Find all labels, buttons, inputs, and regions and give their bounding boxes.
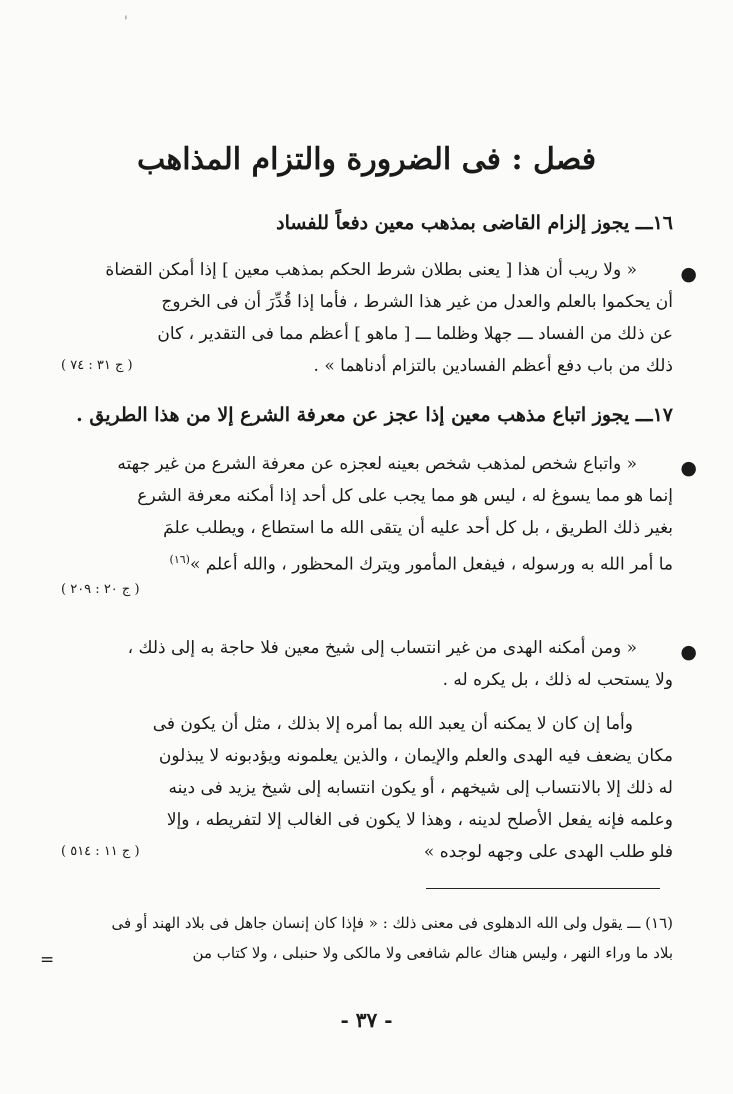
section-17-paragraph-3	[61, 708, 673, 868]
bullet-icon: ●	[680, 641, 697, 663]
section-17-title: ١٧ـــ يجوز اتباع مذهب معين إذا عجز عن معرفة الشرع إلا من هذا الطريق .	[76, 404, 673, 426]
citation: ( ج ١١ : ٥١٤ )	[61, 844, 140, 859]
section-17-paragraph-2	[61, 632, 673, 696]
page-number: - ٣٧ -	[340, 1008, 393, 1032]
bullet-icon: ●	[680, 263, 697, 285]
footnote-divider	[426, 888, 660, 889]
text-line: إنما هو مما يسوغ له ، ليس هو مما يجب على كل أحد إذا أمكنه معرفة الشرع	[137, 486, 673, 506]
text-line: ذلك من باب دفع أعظم الفسادين بالتزام أدناهما » .	[313, 356, 673, 376]
text-line-with-cite	[61, 350, 673, 382]
text-line: عن ذلك من الفساد ـــ جهلا وظلما ـــ [ ماهو ] أعظم مما فى التقدير ، كان	[157, 324, 673, 344]
text-line: وأما إن كان لا يمكنه أن يعبد الله بما أمره إلا بذلك ، مثل أن يكون فى	[152, 714, 633, 734]
section-16-body	[61, 254, 673, 382]
text-line-with-cite	[61, 836, 673, 868]
continuation-mark: =	[40, 950, 55, 970]
footnote-line: بلاد ما وراء النهر ، وليس هناك عالم شافعى ولا مالكى ولا حنبلى ، ولا كتاب من	[192, 944, 673, 962]
text-line: له ذلك إلا بالانتساب إلى شيخهم ، أو يكون انتسابه إلى شيخ يزيد فى دينه	[168, 778, 673, 798]
section-16-title: ١٦ـــ يجوز إلزام القاضى بمذهب معين دفعاً للفساد	[276, 212, 673, 234]
bullet-icon: ●	[680, 457, 697, 479]
text-line: « ولا ريب أن هذا [ يعنى بطلان شرط الحكم بمذهب معين ] إذا أمكن القضاة	[105, 260, 637, 280]
text-line: وعلمه فإنه يفعل الأصلح لدينه ، وهذا لا يكون فى الغالب إلا لتفريطه ، وإلا	[166, 810, 673, 830]
text-line: ولا يستحب له ذلك ، بل يكره له .	[442, 670, 673, 690]
text-line: « ومن أمكنه الهدى من غير انتساب إلى شيخ معين فلا حاجة به إلى ذلك ،	[127, 638, 637, 658]
text-line: ما أمر الله به ورسوله ، فيفعل المأمور ويترك المحظور ، والله أعلم »	[189, 554, 673, 575]
text-line: مكان يضعف فيه الهدى والعلم والإيمان ، والذين يعلمونه ويؤدبونه لا يبذلون	[158, 746, 673, 766]
citation: ( ج ٣١ : ٧٤ )	[61, 358, 133, 373]
text-line: « واتباع شخص لمذهب شخص بعينه لعجزه عن معرفة الشرع من غير جهته	[117, 454, 637, 474]
footnote-reference: (١٦)	[169, 553, 190, 566]
text-line: فلو طلب الهدى على وجهه لوجده »	[423, 842, 673, 862]
tick-mark: '	[124, 14, 128, 30]
text-line: أن يحكموا بالعلم والعدل من غير هذا الشرط ، فأما إذا قُدِّرَ أن فى الخروج	[161, 292, 673, 312]
chapter-heading: فصل : فى الضرورة والتزام المذاهب	[136, 142, 597, 177]
footnote-line: (١٦) ـــ يقول ولى الله الدهلوى فى معنى ذلك : « فإذا كان إنسان جاهل فى بلاد الهند أو فى	[111, 914, 673, 932]
section-17-paragraph-1	[61, 448, 673, 604]
text-line-with-footnote-ref	[61, 544, 673, 576]
citation: ( ج ٢٠ : ٢٠٩ )	[61, 582, 140, 597]
text-line: بغير ذلك الطريق ، بل كل أحد عليه أن يتقى الله ما استطاع ، ويطلب علمَ	[163, 518, 673, 538]
citation-line	[61, 576, 673, 604]
